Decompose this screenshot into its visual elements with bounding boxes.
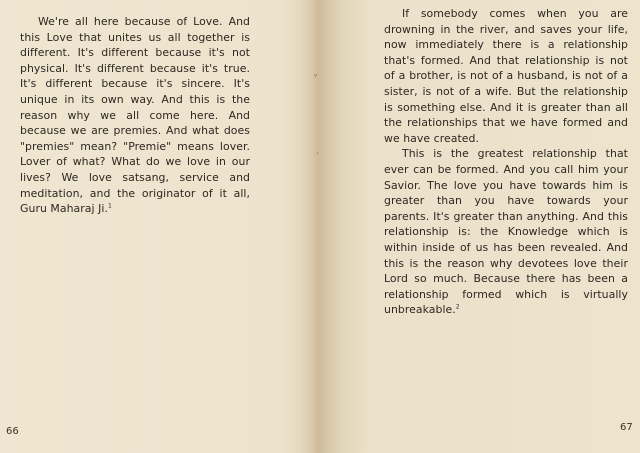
gutter-mark: ˎ bbox=[316, 145, 320, 154]
footnote-marker-2: 2 bbox=[455, 303, 460, 311]
left-paragraph bbox=[20, 14, 250, 217]
right-paragraph-2 bbox=[384, 146, 628, 318]
left-paragraph-text: We're all here because of Love. And this Love that unites us all together is different. It's different because it's not physical. It's different because it's true. It's different because it's sincere. It's unique in its own way. And this is the reason why we all come here. And because we are premies. And what does "premies" mean? "Premie" means lover. Lover of what? What do we love in our lives? We love satsang, service and meditation, and the originator of it all, Guru Maharaj Ji. bbox=[20, 15, 250, 216]
right-paragraph-2-text: This is the greatest relationship that ever can be formed. And you call him your Savior. The love you have towards him is greater than you have towards your parents. It's greater than anything. And this relationship is: the Knowledge which is within inside of us has been revealed. And this is the reason why devotees love their Lord so much. Because there has been a relationship formed which is virtually unbreakable. bbox=[384, 147, 628, 317]
gutter-mark: ᵛ bbox=[314, 72, 318, 81]
left-page-text bbox=[20, 14, 250, 217]
footnote-marker-1: 1 bbox=[107, 202, 112, 210]
page-number-left: 66 bbox=[6, 426, 19, 437]
right-page-text bbox=[384, 6, 628, 318]
right-paragraph-1: If somebody comes when you are drowning in the river, and saves your life, now immediately there is a relationship that's formed. And that relationship is not of a brother, is not of a husband, is not of a sister, is not of a wife. But the relationship is something else. And it is greater than all the relationships that we have formed and we have created. bbox=[384, 7, 628, 145]
page-number-right: 67 bbox=[620, 422, 633, 433]
right-page bbox=[320, 0, 640, 453]
left-page bbox=[0, 0, 318, 453]
